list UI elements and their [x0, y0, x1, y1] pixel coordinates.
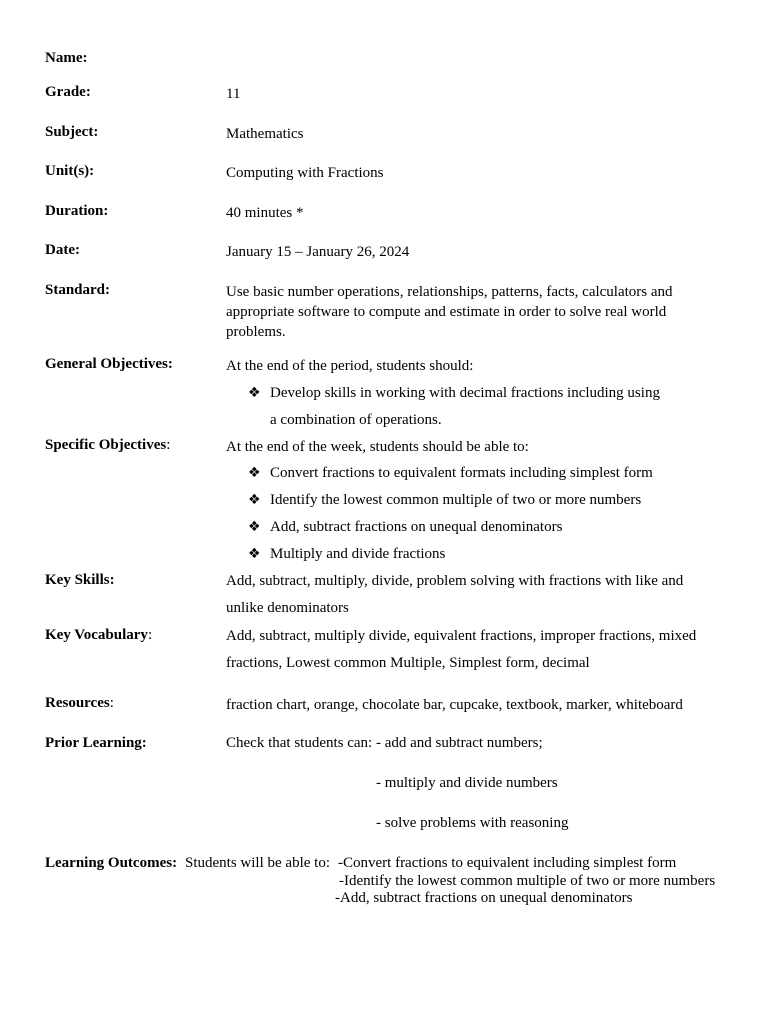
grade-label: Grade:	[45, 84, 91, 100]
diamond-bullet-icon: ❖	[248, 385, 261, 401]
key-skills-value: Add, subtract, multiply, divide, problem solving with fractions with like and unlike denominators	[226, 573, 684, 616]
standard-label: Standard:	[45, 282, 111, 298]
specific-objectives-list	[248, 460, 708, 568]
prior-learning-item: - solve problems with reasoning	[376, 815, 569, 831]
general-objectives-label: General Objectives:	[45, 356, 173, 372]
key-skills-label: Key Skills:	[45, 572, 115, 588]
duration-label: Duration:	[45, 203, 109, 219]
diamond-bullet-icon: ❖	[248, 546, 261, 562]
date-label: Date:	[45, 242, 80, 258]
specific-objectives-intro: At the end of the week, students should be able to:	[226, 439, 529, 455]
learning-outcomes-item: -Convert fractions to equivalent including simplest form	[338, 855, 677, 871]
specific-objectives-label: Specific Objectives:	[45, 437, 171, 453]
general-objectives-list	[248, 380, 668, 434]
resources-label: Resources:	[45, 695, 114, 711]
list-item: ❖ Convert fractions to equivalent formats including simplest form	[248, 460, 708, 487]
key-vocabulary-label: Key Vocabulary:	[45, 627, 153, 643]
diamond-bullet-icon: ❖	[248, 492, 261, 508]
units-value: Computing with Fractions	[226, 165, 384, 181]
standard-value: Use basic number operations, relationships, patterns, facts, calculators and appropriate software to compute and estimate in order to solve real world problems.	[226, 284, 673, 340]
key-vocabulary-value: Add, subtract, multiply divide, equivalent fractions, improper fractions, mixed fractions, Lowest common Multiple, Simplest form, decimal	[226, 628, 697, 671]
learning-outcomes-intro: Students will be able to:	[185, 855, 330, 871]
prior-learning-intro: Check that students can:	[226, 735, 373, 751]
diamond-bullet-icon: ❖	[248, 519, 261, 535]
prior-learning-item: - add and subtract numbers;	[376, 735, 543, 751]
name-label: Name:	[45, 50, 88, 66]
list-item: ❖ Multiply and divide fractions	[248, 541, 708, 568]
learning-outcomes-item: -Add, subtract fractions on unequal denominators	[335, 890, 633, 906]
units-label: Unit(s):	[45, 163, 95, 179]
duration-value: 40 minutes *	[226, 205, 304, 221]
date-value: January 15 – January 26, 2024	[226, 244, 410, 260]
diamond-bullet-icon: ❖	[248, 465, 261, 481]
grade-value: 11	[226, 86, 241, 102]
learning-outcomes-item: -Identify the lowest common multiple of two or more numbers	[339, 873, 716, 889]
learning-outcomes-label: Learning Outcomes:	[45, 855, 178, 871]
prior-learning-item: - multiply and divide numbers	[376, 775, 558, 791]
list-item: ❖ Identify the lowest common multiple of two or more numbers	[248, 487, 708, 514]
list-item: ❖ Develop skills in working with decimal fractions including using a combination of operations.	[248, 380, 668, 434]
list-item: ❖ Add, subtract fractions on unequal denominators	[248, 514, 708, 541]
prior-learning-label: Prior Learning:	[45, 735, 147, 751]
subject-label: Subject:	[45, 124, 99, 140]
subject-value: Mathematics	[226, 126, 304, 142]
general-objectives-intro: At the end of the period, students should:	[226, 358, 474, 374]
resources-value: fraction chart, orange, chocolate bar, cupcake, textbook, marker, whiteboard	[226, 697, 683, 713]
